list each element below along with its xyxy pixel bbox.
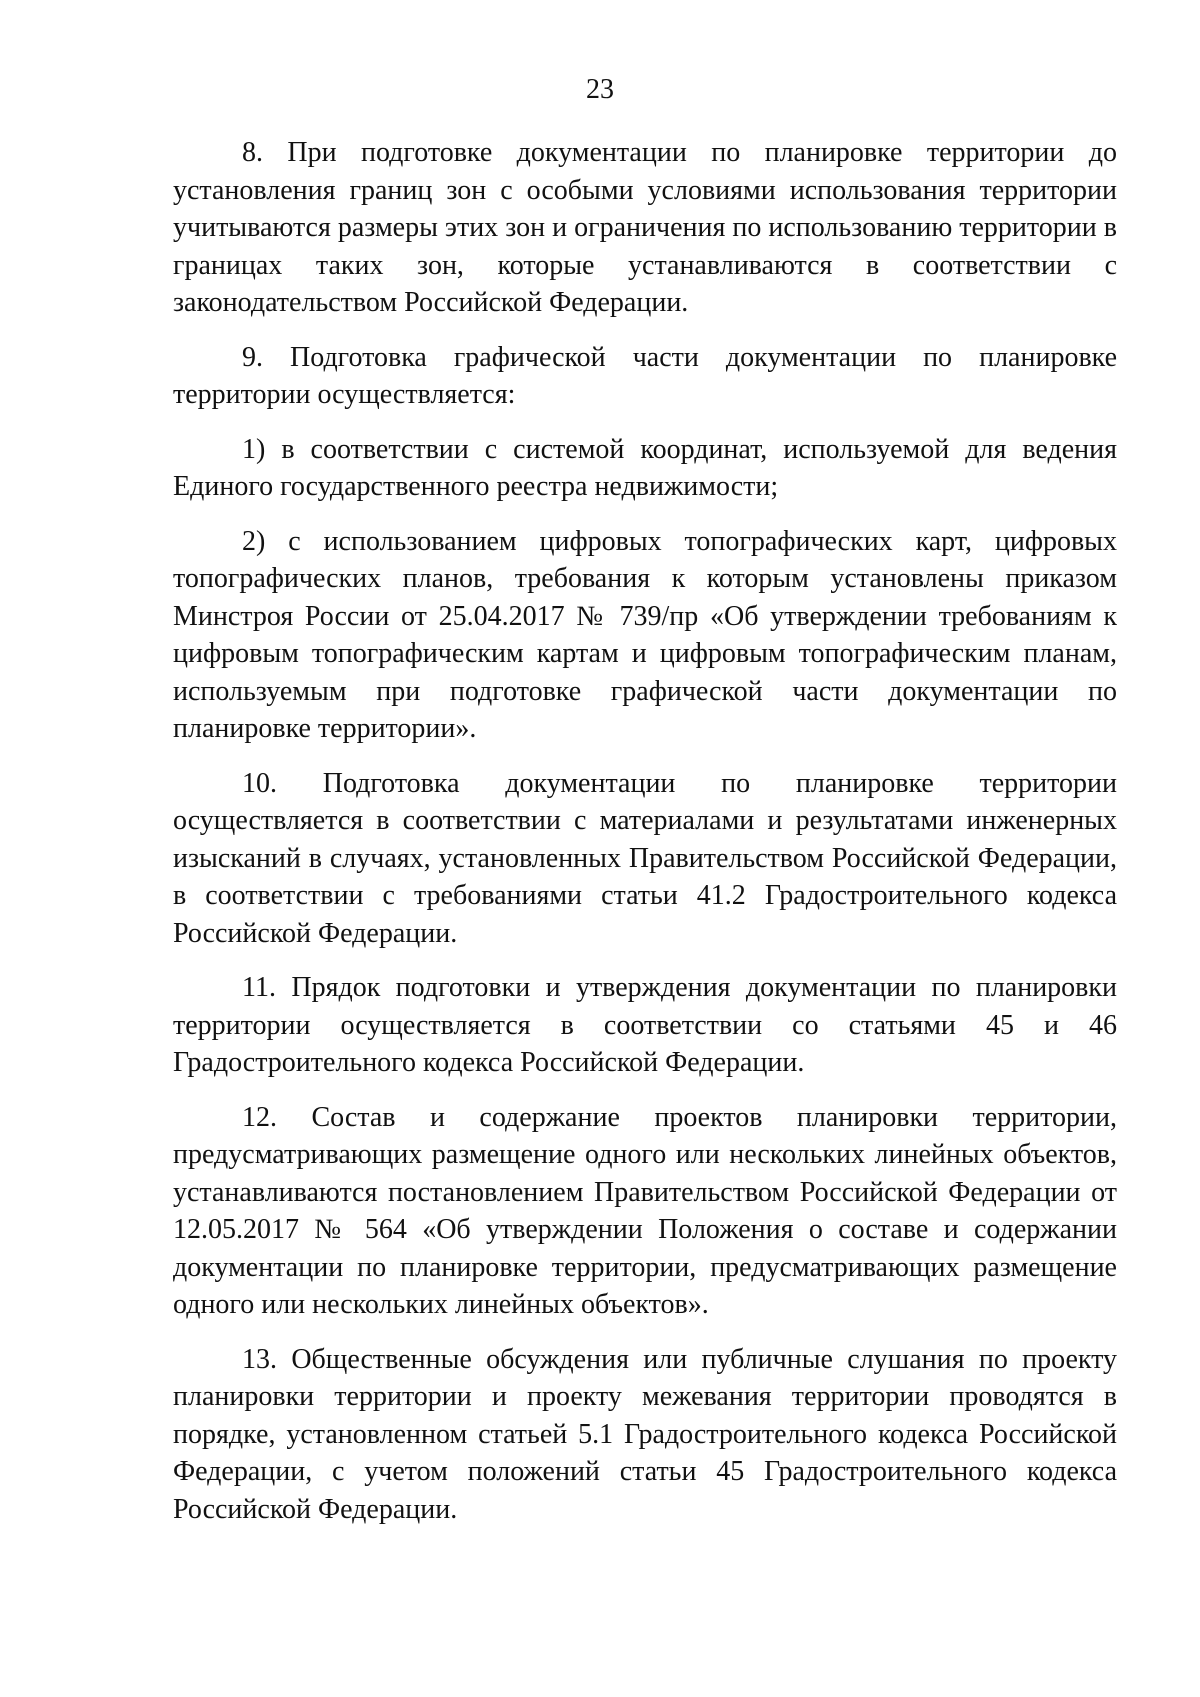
paragraph-9: 9. Подготовка графической части документации по планировке территории осуществляется:: [173, 341, 1117, 410]
paragraph-9-item-2: 2) с использованием цифровых топографических карт, цифровых топографических планов, требования к которым установлены приказом Минстроя России от 25.04.2017 № 739/пр «Об утверждении требованиям к цифровым топографическим картам и цифровым топографическим планам, используемым при подготовке графической части документации по планировке территории».: [173, 525, 1117, 744]
paragraph-13: 13. Общественные обсуждения или публичные слушания по проекту планировки территории и проекту межевания территории проводятся в порядке, установленном статьей 5.1 Градостроительного кодекса Российской Федерации, с учетом положений статьи 45 Градостроительного кодекса Российской Федерации.: [173, 1343, 1117, 1525]
paragraph-9-item-1: 1) в соответствии с системой координат, используемой для ведения Единого государственного реестра недвижимости;: [173, 433, 1117, 502]
paragraph-12: 12. Состав и содержание проектов планировки территории, предусматривающих размещение одного или нескольких линейных объектов, устанавливаются постановлением Правительством Российской Федерации от 12.05.2017 № 564 «Об утверждении Положения о составе и содержании документации по планировке территории, предусматривающих размещение одного или нескольких линейных объектов».: [173, 1101, 1117, 1320]
document-body: [173, 134, 1117, 1545]
page-number: 23: [586, 74, 614, 105]
paragraph-10: 10. Подготовка документации по планировке территории осуществляется в соответствии с материалами и результатами инженерных изысканий в случаях, установленных Правительством Российской Федерации, в соответствии с требованиями статьи 41.2 Градостроительного кодекса Российской Федерации.: [173, 767, 1117, 949]
paragraph-11: 11. Прядок подготовки и утверждения документации по планировки территории осуществляется в соответствии со статьями 45 и 46 Градостроительного кодекса Российской Федерации.: [173, 972, 1117, 1078]
paragraph-8: 8. При подготовке документации по планировке территории до установления границ зон с особыми условиями использования территории учитываются размеры этих зон и ограничения по использованию территории в границах таких зон, которые устанавливаются в соответствии с законодательством Российской Федерации.: [173, 137, 1117, 318]
